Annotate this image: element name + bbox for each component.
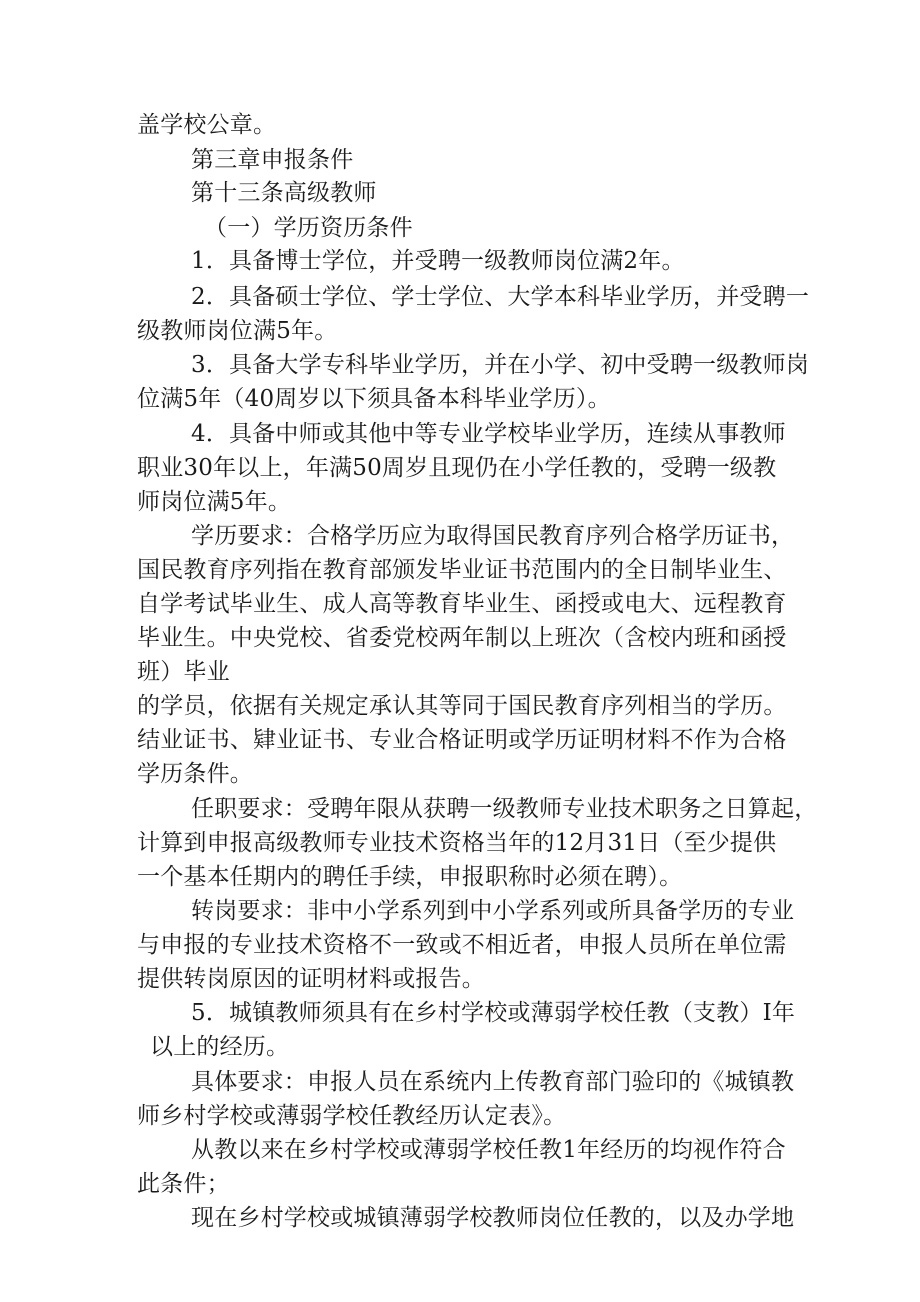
text-line: 学历要求：合格学历应为取得国民教育序列合格学历证书， [191, 523, 795, 549]
text-line: 师岗位满5年。 [137, 489, 292, 515]
text-line: 3．具备大学专科毕业学历，并在小学、初中受聘一级教师岗 [191, 352, 810, 378]
text-line: 5．城镇教师须具有在乡村学校或薄弱学校任教（支教）I年 [191, 1000, 796, 1026]
text-line: 任职要求：受聘年限从获聘一级教师专业技术职务之日算起， [191, 796, 818, 822]
text-line: 毕业生。中央党校、省委党校两年制以上班次（含校内班和函授 [137, 625, 787, 651]
text-line: 具体要求：申报人员在系统内上传教育部门验印的《城镇教 [191, 1069, 795, 1095]
article-heading: 第十三条高级教师 [191, 180, 377, 206]
text-line: 此条件； [137, 1171, 230, 1197]
text-line: 学历条件。 [137, 761, 253, 787]
text-line: 班）毕业 [137, 659, 230, 685]
text-line: 位满5年（40周岁以下须具备本科毕业学历）。 [137, 386, 611, 412]
text-line: 自学考试毕业生、成人高等教育毕业生、函授或电大、远程教育 [137, 591, 787, 617]
text-line: 4．具备中师或其他中等专业学校毕业学历，连续从事教师 [191, 421, 786, 447]
text-line: 以上的经历。 [150, 1034, 290, 1060]
text-line: 1．具备博士学位，并受聘一级教师岗位满2年。 [191, 248, 685, 274]
text-line: 盖学校公章。 [137, 112, 277, 138]
text-line: 计算到申报高级教师专业技术资格当年的12月31日（至少提供 [137, 830, 777, 856]
text-line: 与申报的专业技术资格不一致或不相近者，申报人员所在单位需 [137, 932, 787, 958]
text-line: 现在乡村学校或城镇薄弱学校教师岗位任教的，以及办学地 [191, 1205, 795, 1231]
text-line: 级教师岗位满5年。 [137, 318, 338, 344]
text-line: 从教以来在乡村学校或薄弱学校任教1年经历的均视作符合 [191, 1137, 786, 1163]
section-heading: （一）学历资历条件 [204, 215, 413, 241]
text-line: 师乡村学校或薄弱学校任教经历认定表》。 [137, 1103, 567, 1129]
text-line: 一个基本任期内的聘任手续，申报职称时必须在聘）。 [137, 864, 683, 890]
text-line: 职业30年以上，年满50周岁且现仍在小学任教的，受聘一级教 [137, 455, 777, 481]
text-line: 2．具备硕士学位、学士学位、大学本科毕业学历，并受聘一 [191, 284, 810, 310]
text-line: 提供转岗原因的证明材料或报告。 [137, 966, 485, 992]
text-line: 国民教育序列指在教育部颁发毕业证书范围内的全日制毕业生、 [137, 557, 787, 583]
text-line: 结业证书、肄业证书、专业合格证明或学历证明材料不作为合格 [137, 727, 787, 753]
chapter-heading: 第三章申报条件 [191, 147, 354, 173]
text-line: 转岗要求：非中小学系列到中小学系列或所具备学历的专业 [191, 898, 795, 924]
text-line: 的学员，依据有关规定承认其等同于国民教育序列相当的学历。 [137, 693, 787, 719]
